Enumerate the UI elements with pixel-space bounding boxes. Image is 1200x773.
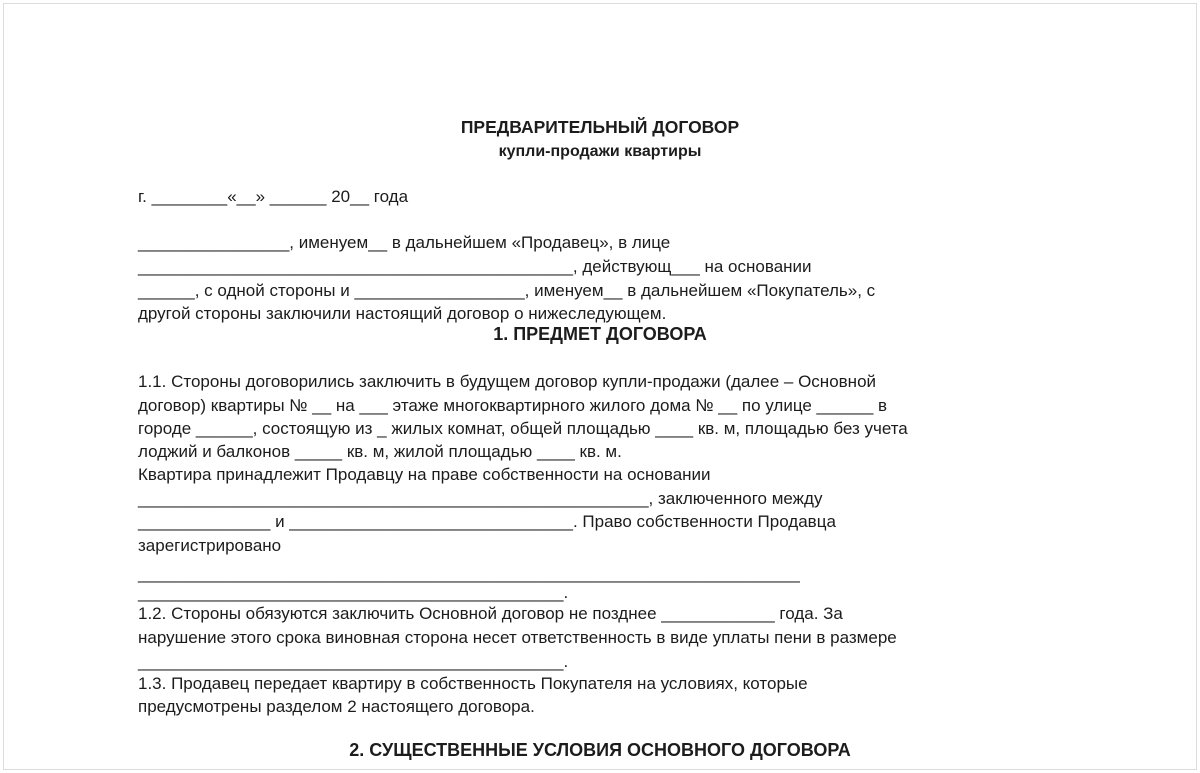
parties-line-3: ______, с одной стороны и __________________, именуем__ в дальнейшем «Покупатель», с — [138, 281, 876, 300]
ownership-line-4: зарегистрировано — [138, 536, 282, 555]
clause-1-2-line-1: 1.2. Стороны обязуются заключить Основной договор не позднее ____________ года. За — [138, 604, 843, 623]
clause-1-1-line-3: городе ______, состоящую из _ жилых комнат, общей площадью ____ кв. м, площадью без учета — [138, 419, 908, 438]
clause-1-3-line-1: 1.3. Продавец передает квартиру в собственность Покупателя на условиях, которые — [138, 674, 808, 693]
ownership-line-1: Квартира принадлежит Продавцу на праве собственности на основании — [138, 465, 711, 484]
clause-1-1-line-4: лоджий и балконов _____ кв. м, жилой площадью ____ кв. м. — [138, 442, 622, 461]
parties-line-4: другой стороны заключили настоящий договор о нижеследующем. — [138, 304, 667, 323]
ownership-line-2: ______________________________________________________, заключенного между — [138, 489, 823, 508]
clause-1-2-blank: _____________________________________________. — [138, 652, 569, 671]
date-line: г. ________«__» ______ 20__ года — [138, 187, 409, 206]
clause-1-2-line-2: нарушение этого срока виновная сторона несет ответственность в виде уплаты пени в размере — [138, 628, 897, 647]
clause-1-1-line-1: 1.1. Стороны договорились заключить в будущем договор купли-продажи (далее – Основной — [138, 372, 877, 391]
section-2-heading: 2. СУЩЕСТВЕННЫЕ УСЛОВИЯ ОСНОВНОГО ДОГОВОРА — [349, 740, 851, 760]
parties-line-1: ________________, именуем__ в дальнейшем «Продавец», в лице — [138, 233, 671, 252]
document-subtitle: купли-продажи квартиры — [498, 143, 702, 160]
ownership-blank-1: ______________________________________________________________________ — [138, 564, 800, 583]
ownership-blank-2: _____________________________________________. — [138, 583, 569, 602]
clause-1-1-line-2: договор) квартиры № __ на ___ этаже многоквартирного жилого дома № __ по улице ______ в — [138, 396, 888, 415]
clause-1-3-line-2: предусмотрены разделом 2 настоящего договора. — [138, 697, 535, 716]
section-1-heading: 1. ПРЕДМЕТ ДОГОВОРА — [493, 324, 707, 344]
ownership-line-3: ______________ и ______________________________. Право собственности Продавца — [138, 512, 836, 531]
parties-line-2: ______________________________________________, действующ___ на основании — [138, 257, 812, 276]
document-title: ПРЕДВАРИТЕЛЬНЫЙ ДОГОВОР — [460, 117, 740, 137]
